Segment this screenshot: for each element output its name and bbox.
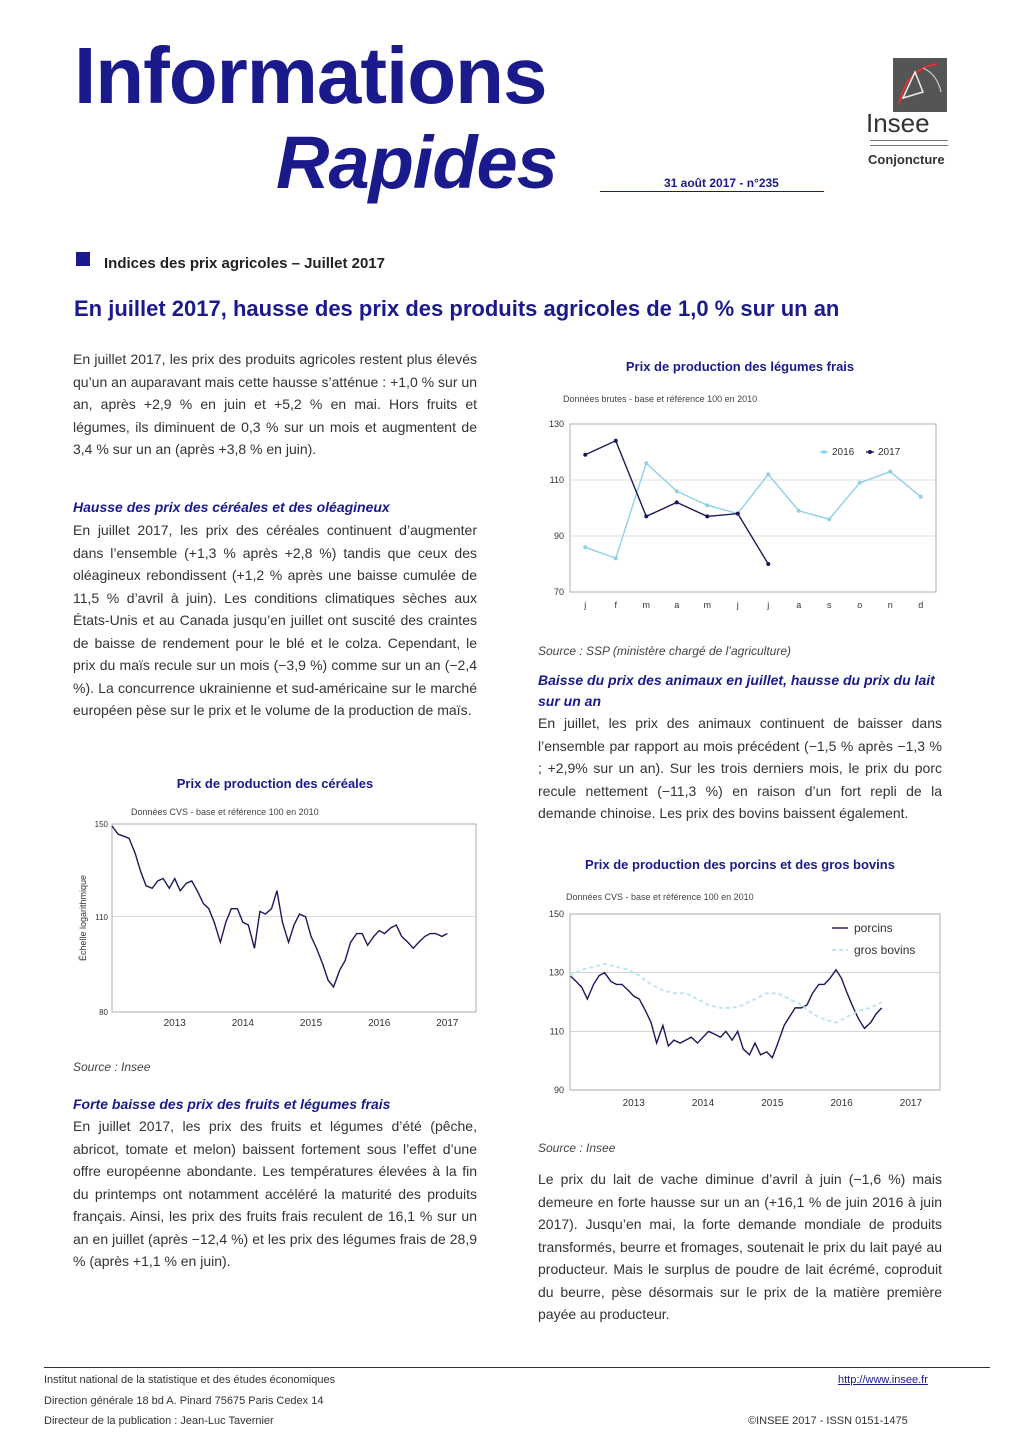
x-tick-label: 2014 <box>691 1098 715 1109</box>
y-tick-label: 90 <box>553 531 564 541</box>
x-tick-label: m <box>703 600 711 610</box>
x-tick-label: 2017 <box>899 1098 923 1109</box>
data-point-2017 <box>644 514 648 518</box>
x-tick-label: j <box>584 600 587 610</box>
data-point-2017 <box>736 512 740 516</box>
intro-paragraph: En juillet 2017, les prix des produits agricoles restent plus élevés qu’un an auparavant mais cette hausse s’atténue : +1,0 % sur un an, après +2,9 % en juin et +5,2 % en mai. Hors fruits et légumes, ils diminuent de 0,3 % sur un mois et augmentent de 3,4 % sur un an (après +3,8 % en juin). <box>73 351 477 457</box>
chart-legumes-source: Source : SSP (ministère chargé de l’agriculture) <box>538 644 791 658</box>
y-tick-label: 90 <box>553 1085 564 1095</box>
series-line-2016 <box>585 463 921 558</box>
section-heading-cereales: Hausse des prix des céréales et des oléagineux <box>73 499 390 515</box>
kicker: Indices des prix agricoles – Juillet 2017 <box>104 255 385 272</box>
x-tick-label: d <box>918 600 924 610</box>
y-tick-label: 110 <box>549 475 564 485</box>
data-point-2016 <box>827 517 831 521</box>
data-point-2016 <box>705 503 709 507</box>
x-tick-label: j <box>736 600 739 610</box>
legend-label-gros-bovins: gros bovins <box>854 943 916 957</box>
cereales-paragraph: En juillet 2017, les prix des céréales continuent d’augmenter dans l’ensemble (+1,3 % après +2,8 %) tandis que ceux des oléagineux rebondissent (+1,2 % après une baisse cumulée de 11,5 % d’avril à juin). Les conditions climatiques sèches aux États-Unis et au Canada jusqu’en juillet ont suscité des craintes de baisse de rendement pour le blé et le colza. Cependant, le prix du maïs recule sur un mois (−3,9 %) comme sur un an (−2,4 %). La concurrence ukrainienne et sud-américaine sur le marché européen pèse sur le prix et le volume de la production de maïs. <box>73 522 477 718</box>
chart-legumes <box>538 410 942 620</box>
chart-porcins-source: Source : Insee <box>538 1141 616 1155</box>
logo-subtitle: Conjoncture <box>868 152 945 167</box>
y-tick-label: 80 <box>99 1008 108 1017</box>
data-point-2016 <box>583 545 587 549</box>
y-tick-label: 150 <box>94 820 108 829</box>
insee-logo-icon <box>893 58 947 112</box>
masthead-informations: Informations <box>74 31 547 120</box>
kicker-bullet <box>76 252 90 266</box>
series-line-cereales <box>112 826 447 987</box>
chart-cereales-note: Données CVS - base et référence 100 en 2010 <box>131 807 319 817</box>
legend-label-porcins: porcins <box>854 921 893 935</box>
data-point-2017 <box>766 562 770 566</box>
data-point-2017 <box>583 453 587 457</box>
section-heading-fruits: Forte baisse des prix des fruits et légumes frais <box>73 1096 391 1112</box>
footer-copyright: ©INSEE 2017 - ISSN 0151-1475 <box>748 1415 908 1427</box>
y-tick-label: 110 <box>95 912 108 922</box>
data-point-2017 <box>675 500 679 504</box>
lait-paragraph: Le prix du lait de vache diminue d’avril à juin (−1,6 %) mais demeure en forte hausse sur un an (+16,1 % de juin 2016 à juin 2017). Jusqu’en mai, la forte demande mondiale de produits transformés, beurre et fromages, soutenait le prix du lait payé au producteur. Mais le surplus de poudre de lait écrémé, coproduit du beurre, pèse désormais sur le prix de la matière première payée au producteur. <box>538 1171 942 1322</box>
x-tick-label: a <box>674 600 680 610</box>
data-point-2016 <box>797 509 801 513</box>
legend-label-2016: 2016 <box>832 447 855 458</box>
chart-cereales-title: Prix de production des céréales <box>176 776 374 791</box>
footer-institute: Institut national de la statistique et des études économiques <box>44 1374 336 1386</box>
data-point-2016 <box>614 556 618 560</box>
x-tick-label: 2017 <box>436 1018 459 1029</box>
y-axis-label: Échelle logarithmique <box>78 874 88 962</box>
x-tick-label: f <box>614 600 618 610</box>
data-point-2017 <box>614 439 618 443</box>
chart-cereales <box>74 816 478 1034</box>
data-point-2017 <box>705 514 709 518</box>
plot-frame <box>570 914 940 1090</box>
x-tick-label: m <box>642 600 650 610</box>
animaux-paragraph: En juillet, les prix des animaux continuent de baisser dans l’ensemble par rapport au mois précédent (−1,5 % après −1,3 % ; +2,9% sur un an). Sur les trois derniers mois, le prix du porc recule nettement (−11,3 %) en raison d’un fort repli de la demande chinoise. Les prix des bovins baissent également. <box>538 715 942 821</box>
footer-rule <box>44 1367 990 1368</box>
y-tick-label: 130 <box>548 419 564 429</box>
x-tick-label: 2016 <box>368 1018 391 1029</box>
x-tick-label: 2014 <box>231 1018 255 1029</box>
footer-website-link[interactable]: http://www.insee.fr <box>838 1374 928 1386</box>
legend-marker-2016 <box>822 450 826 454</box>
masthead-rapides: Rapides <box>276 121 557 204</box>
legend-marker-2017 <box>868 450 872 454</box>
x-tick-label: o <box>857 600 863 610</box>
y-tick-label: 70 <box>553 587 564 597</box>
y-tick-label: 150 <box>548 909 564 919</box>
data-point-2016 <box>675 489 679 493</box>
chart-porcins-note: Données CVS - base et référence 100 en 2010 <box>566 892 754 902</box>
logo-divider <box>870 140 948 146</box>
x-tick-label: n <box>887 600 893 610</box>
y-tick-label: 130 <box>548 967 564 978</box>
x-tick-label: 2013 <box>163 1018 186 1029</box>
plot-frame <box>112 824 476 1012</box>
headline: En juillet 2017, hausse des prix des produits agricoles de 1,0 % sur un an <box>74 296 840 321</box>
issue-rule <box>600 191 824 192</box>
x-tick-label: s <box>827 600 832 610</box>
chart-legumes-title: Prix de production des légumes frais <box>625 359 855 374</box>
data-point-2016 <box>888 470 892 474</box>
x-tick-label: 2013 <box>622 1098 645 1109</box>
x-tick-label: 2015 <box>761 1098 784 1109</box>
issue-date: 31 août 2017 - n°235 <box>664 176 779 190</box>
footer-address: Direction générale 18 bd A. Pinard 75675 Paris Cedex 14 <box>44 1395 324 1407</box>
footer-director: Directeur de la publication : Jean-Luc Tavernier <box>44 1415 274 1427</box>
x-tick-label: 2016 <box>830 1098 853 1109</box>
chart-porcins-title: Prix de production des porcins et des gros bovins <box>585 857 895 872</box>
data-point-2016 <box>644 461 648 465</box>
fruits-paragraph: En juillet 2017, les prix des fruits et légumes d’été (pêche, abricot, tomate et melon) baissent fortement sous l’effet d’une offre européenne abondante. Les températures élevées à la fin du printemps ont notamment accéléré la maturité des produits français. Ainsi, les prix des fruits frais reculent de 16,1 % sur un an en juillet (après −12,4 %) et les prix des légumes frais de 28,9 % (après +1,1 % en juin). <box>73 1118 477 1269</box>
chart-cereales-source: Source : Insee <box>73 1060 151 1074</box>
data-point-2016 <box>766 472 770 476</box>
data-point-2016 <box>858 481 862 485</box>
section-heading-animaux: Baisse du prix des animaux en juillet, hausse du prix du lait sur un an <box>538 672 935 709</box>
y-tick-label: 110 <box>549 1026 564 1037</box>
data-point-2016 <box>919 495 923 499</box>
chart-legumes-note: Données brutes - base et référence 100 en 2010 <box>563 394 758 404</box>
chart-porcins <box>538 904 942 1116</box>
legend-label-2017: 2017 <box>878 447 901 458</box>
x-tick-label: j <box>767 600 770 610</box>
x-tick-label: 2015 <box>299 1018 323 1029</box>
series-line-porcins <box>570 970 882 1058</box>
x-tick-label: a <box>796 600 802 610</box>
logo-name: Insee <box>866 108 930 138</box>
